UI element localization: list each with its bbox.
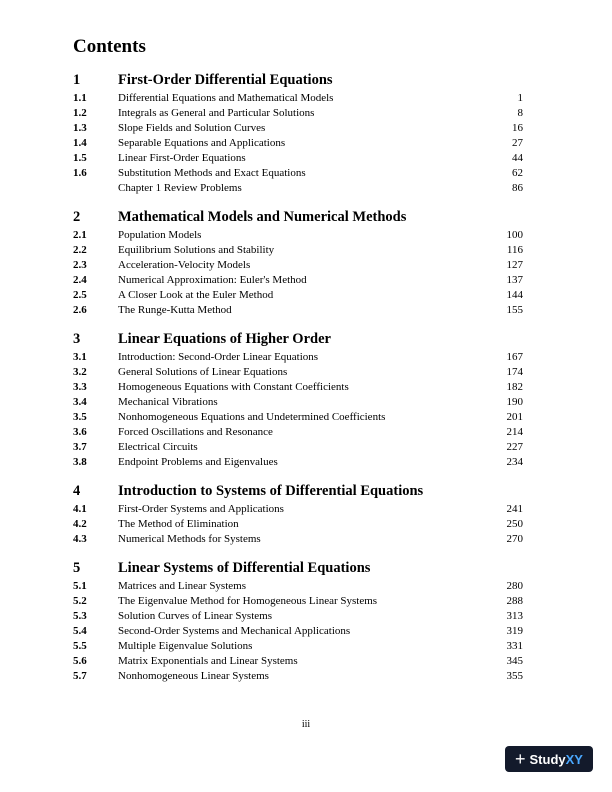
toc-entry[interactable] (73, 439, 523, 454)
section-title: Electrical Circuits (118, 440, 198, 453)
section-title: First-Order Systems and Applications (118, 502, 284, 515)
section-page: 227 (506, 440, 523, 453)
section-page: 127 (506, 258, 523, 271)
section-title: Second-Order Systems and Mechanical Applications (118, 624, 351, 637)
section-page: 144 (506, 288, 523, 301)
section-page: 100 (506, 228, 523, 241)
section-page: 234 (506, 455, 523, 468)
section-number: 3.6 (73, 425, 87, 438)
badge-brand: Study (529, 751, 566, 767)
toc-entry[interactable] (73, 638, 523, 653)
section-page: 331 (506, 639, 523, 652)
section-page: 1 (517, 91, 523, 104)
toc-entry[interactable] (73, 501, 523, 516)
section-title: Equilibrium Solutions and Stability (118, 243, 275, 256)
section-number: 3.2 (73, 365, 87, 378)
section-page: 137 (506, 273, 523, 286)
section-title: Matrices and Linear Systems (118, 579, 246, 592)
section-title: The Runge-Kutta Method (118, 303, 232, 316)
section-number: 4.3 (73, 532, 87, 545)
section-number: 5.2 (73, 594, 87, 607)
section-page: 288 (506, 594, 523, 607)
toc-entry[interactable] (73, 531, 523, 546)
section-number: 4.1 (73, 502, 87, 515)
section-page: 355 (506, 669, 523, 682)
chapter-number: 3 (73, 330, 81, 347)
toc-entry[interactable] (73, 623, 523, 638)
section-title: Integrals as General and Particular Solutions (118, 106, 315, 119)
section-number: 3.3 (73, 380, 87, 393)
section-title: Nonhomogeneous Equations and Undetermined Coefficients (118, 410, 386, 423)
toc-entry[interactable] (73, 227, 523, 242)
section-number: 3.7 (73, 440, 87, 453)
section-title: A Closer Look at the Euler Method (118, 288, 274, 301)
section-title: Introduction: Second-Order Linear Equations (118, 350, 319, 363)
chapter (73, 207, 523, 317)
chapter-heading[interactable] (73, 481, 523, 501)
toc-entry[interactable] (73, 287, 523, 302)
section-title: Solution Curves of Linear Systems (118, 609, 272, 622)
section-title: Separable Equations and Applications (118, 136, 286, 149)
section-number: 3.8 (73, 455, 87, 468)
chapter-heading[interactable] (73, 329, 523, 349)
section-page: 182 (506, 380, 523, 393)
chapter-title: Mathematical Models and Numerical Methods (118, 208, 407, 225)
studyxy-badge[interactable] (505, 746, 593, 772)
chapter-number: 1 (73, 71, 81, 88)
chapter-title: First-Order Differential Equations (118, 71, 333, 88)
section-page: 167 (506, 350, 523, 363)
section-number: 1.4 (73, 136, 87, 149)
section-page: 345 (506, 654, 523, 667)
section-title: General Solutions of Linear Equations (118, 365, 288, 378)
page-number: iii (301, 719, 311, 730)
toc-entry[interactable] (73, 272, 523, 287)
section-page: 270 (506, 532, 523, 545)
section-list (73, 501, 523, 546)
section-title: Linear First-Order Equations (118, 151, 246, 164)
toc-entry[interactable] (73, 150, 523, 165)
section-page: 116 (506, 243, 523, 256)
toc-entry[interactable] (73, 394, 523, 409)
toc-entry[interactable] (73, 424, 523, 439)
section-page: 27 (512, 136, 523, 149)
section-page: 174 (506, 365, 523, 378)
plus-icon: + (515, 749, 526, 769)
section-title: Substitution Methods and Exact Equations (118, 166, 306, 179)
chapter-number: 4 (73, 482, 81, 499)
section-list (73, 227, 523, 317)
section-number: 1.2 (73, 106, 87, 119)
toc-entry[interactable] (73, 165, 523, 180)
section-list (73, 90, 523, 195)
section-page: 8 (517, 106, 523, 119)
toc-entry[interactable] (73, 135, 523, 150)
toc-entry[interactable] (73, 578, 523, 593)
section-page: 62 (512, 166, 523, 179)
toc-entry[interactable] (73, 409, 523, 424)
toc-entry[interactable] (73, 516, 523, 531)
toc-entry[interactable] (73, 90, 523, 105)
section-title: Nonhomogeneous Linear Systems (118, 669, 269, 682)
toc-entry[interactable] (73, 180, 523, 195)
chapter-heading[interactable] (73, 70, 523, 90)
toc-entry[interactable] (73, 454, 523, 469)
chapter (73, 558, 523, 683)
section-page: 313 (506, 609, 523, 622)
section-page: 319 (506, 624, 523, 637)
section-list (73, 349, 523, 469)
section-number: 5.5 (73, 639, 87, 652)
section-number: 5.7 (73, 669, 87, 682)
section-title: Slope Fields and Solution Curves (118, 121, 266, 134)
section-number: 2.3 (73, 258, 87, 271)
toc-entry[interactable] (73, 105, 523, 120)
section-page: 201 (506, 410, 523, 423)
section-title: Multiple Eigenvalue Solutions (118, 639, 253, 652)
section-title: Population Models (118, 228, 202, 241)
section-page: 241 (506, 502, 523, 515)
toc-entry[interactable] (73, 668, 523, 683)
section-title: Mechanical Vibrations (118, 395, 218, 408)
section-page: 190 (506, 395, 523, 408)
section-number: 2.6 (73, 303, 87, 316)
chapter-heading[interactable] (73, 558, 523, 578)
section-title: Endpoint Problems and Eigenvalues (118, 455, 278, 468)
toc-entry[interactable] (73, 257, 523, 272)
toc-entry[interactable] (73, 120, 523, 135)
page-title: Contents (73, 36, 146, 57)
section-title: Acceleration-Velocity Models (118, 258, 251, 271)
chapter-number: 5 (73, 559, 81, 576)
section-title: Differential Equations and Mathematical Models (118, 91, 334, 104)
toc-entry[interactable] (73, 302, 523, 317)
section-number: 3.1 (73, 350, 87, 363)
toc-entry[interactable] (73, 364, 523, 379)
section-number: 5.1 (73, 579, 87, 592)
section-number: 2.4 (73, 273, 87, 286)
chapter (73, 70, 523, 195)
section-number: 3.4 (73, 395, 87, 408)
section-title: Homogeneous Equations with Constant Coefficients (118, 380, 349, 393)
section-page: 280 (506, 579, 523, 592)
table-of-contents (73, 70, 523, 695)
section-title: Chapter 1 Review Problems (118, 181, 242, 194)
section-title: Matrix Exponentials and Linear Systems (118, 654, 298, 667)
section-title: The Method of Elimination (118, 517, 239, 530)
chapter-number: 2 (73, 208, 81, 225)
toc-entry[interactable] (73, 608, 523, 623)
chapter-heading[interactable] (73, 207, 523, 227)
toc-entry[interactable] (73, 593, 523, 608)
section-number: 1.6 (73, 166, 87, 179)
toc-entry[interactable] (73, 379, 523, 394)
section-page: 155 (506, 303, 523, 316)
chapter (73, 481, 523, 546)
section-page: 250 (506, 517, 523, 530)
section-number: 4.2 (73, 517, 87, 530)
section-page: 44 (512, 151, 523, 164)
section-title: Numerical Methods for Systems (118, 532, 261, 545)
section-title: Numerical Approximation: Euler's Method (118, 273, 307, 286)
chapter (73, 329, 523, 469)
section-page: 214 (506, 425, 523, 438)
toc-entry[interactable] (73, 349, 523, 364)
section-number: 1.3 (73, 121, 87, 134)
section-list (73, 578, 523, 683)
chapter-title: Linear Systems of Differential Equations (118, 559, 371, 576)
section-number: 2.5 (73, 288, 87, 301)
section-page: 16 (512, 121, 523, 134)
section-number: 5.6 (73, 654, 87, 667)
section-number: 1.5 (73, 151, 87, 164)
section-title: Forced Oscillations and Resonance (118, 425, 273, 438)
section-number: 2.2 (73, 243, 87, 256)
section-page: 86 (512, 181, 523, 194)
chapter-title: Introduction to Systems of Differential Equations (118, 482, 424, 499)
chapter-title: Linear Equations of Higher Order (118, 330, 331, 347)
section-title: The Eigenvalue Method for Homogeneous Linear Systems (118, 594, 378, 607)
section-number: 5.3 (73, 609, 87, 622)
toc-entry[interactable] (73, 653, 523, 668)
toc-entry[interactable] (73, 242, 523, 257)
section-number: 1.1 (73, 91, 87, 104)
section-number: 5.4 (73, 624, 87, 637)
section-number: 3.5 (73, 410, 87, 423)
badge-brand-accent: XY (565, 751, 583, 767)
section-number: 2.1 (73, 228, 87, 241)
